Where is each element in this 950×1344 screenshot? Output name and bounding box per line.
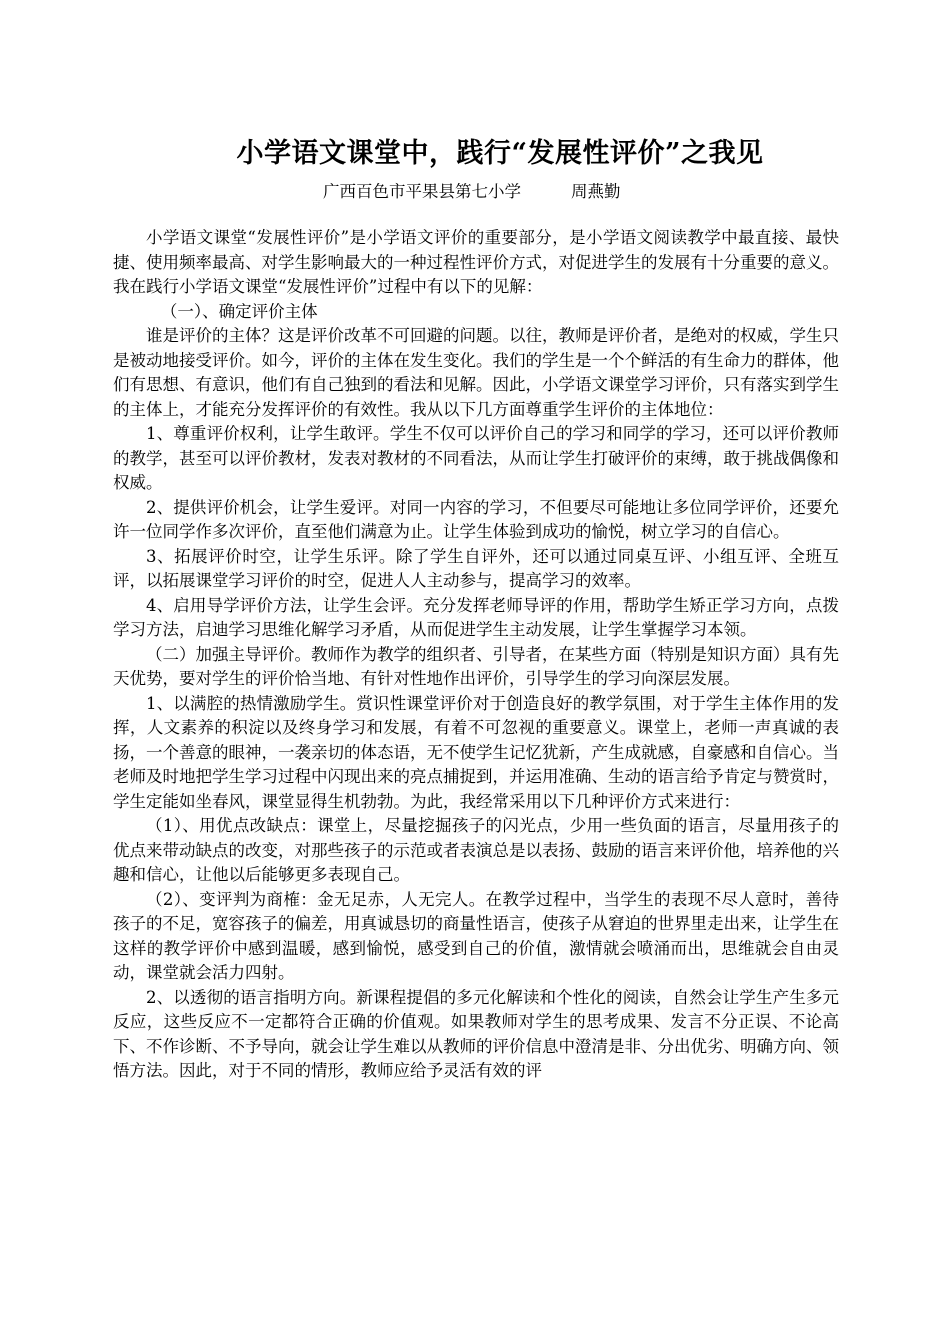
school-name: 广西百色市平果县第七小学 [323,182,521,201]
document-body [113,226,839,1084]
paragraph: 谁是评价的主体？这是评价改革不可回避的问题。以往，教师是评价者，是绝对的权威，学生只是被动地接受评价。如今，评价的主体在发生变化。我们的学生是一个个鲜活的有生命力的群体，他们有思想、有意识，他们有自己独到的看法和见解。因此，小学语文课堂学习评价，只有落实到学生的主体上，才能充分发挥评价的有效性。我从以下几方面尊重学生评价的主体地位： [113,326,839,419]
list-item: 1、以满腔的热情激励学生。赏识性课堂评价对于创造良好的教学氛围，对于学生主体作用的发挥，人文素养的积淀以及终身学习和发展，有着不可忽视的重要意义。课堂上，老师一声真诚的表扬，一个善意的眼神，一袭亲切的体态语，无不使学生记忆犹新，产生成就感，自豪感和自信心。当老师及时地把学生学习过程中闪现出来的亮点捕捉到，并运用准确、生动的语言给予肯定与赞赏时，学生定能如坐春风，课堂显得生机勃勃。为此，我经常采用以下几种评价方式来进行： [113,693,839,811]
document-title: 小学语文课堂中，践行“发展性评价”之我见 [236,138,764,169]
paragraph-intro: 小学语文课堂“发展性评价”是小学语文评价的重要部分，是小学语文阅读教学中最直接、最快捷、使用频率最高、对学生影响最大的一种过程性评价方式，对促进学生的发展有十分重要的意义。我在践行小学语文课堂“发展性评价”过程中有以下的见解： [113,228,839,296]
byline [323,178,621,202]
list-item: 1、尊重评价权利，让学生敢评。学生不仅可以评价自己的学习和同学的学习，还可以评价教师的教学，甚至可以评价教材，发表对教材的不同看法，从而让学生打破评价的束缚，敢于挑战偶像和权威。 [113,424,839,492]
list-item: 4、启用导学评价方法，让学生会评。充分发挥老师导评的作用，帮助学生矫正学习方向，点拨学习方法，启迪学习思维化解学习矛盾，从而促进学生主动发展，让学生掌握学习本领。 [113,595,839,639]
section-paragraph-2: （二）加强主导评价。教师作为教学的组织者、引导者，在某些方面（特别是知识方面）具有先天优势，要对学生的评价恰当地、有针对性地作出评价，引导学生的学习向深层发展。 [113,644,839,688]
list-item: 2、以透彻的语言指明方向。新课程提倡的多元化解读和个性化的阅读，自然会让学生产生多元反应，这些反应不一定都符合正确的价值观。如果教师对学生的思考成果、发言不分正误、不论高下、不作诊断、不予导向，就会让学生难以从教师的评价信息中澄清是非、分出优劣、明确方向、领悟方法。因此，对于不同的情形，教师应给予灵活有效的评 [113,987,839,1080]
section-heading-1: （一）、确定评价主体 [160,301,318,321]
list-item: 2、提供评价机会，让学生爱评。对同一内容的学习，不但要尽可能地让多位同学评价，还要允许一位同学作多次评价，直至他们满意为止。让学生体验到成功的愉悦，树立学习的自信心。 [113,497,839,541]
sub-list-item: （1）、用优点改缺点：课堂上，尽量挖掘孩子的闪光点，少用一些负面的语言，尽量用孩子的优点来带动缺点的改变，对那些孩子的示范或者表演总是以表扬、鼓励的语言来评价他，培养他的兴趣和信心，让他以后能够更多表现自己。 [113,816,839,884]
list-item: 3、拓展评价时空，让学生乐评。除了学生自评外，还可以通过同桌互评、小组互评、全班互评，以拓展课堂学习评价的时空，促进人人主动参与，提高学习的效率。 [113,546,839,590]
author-name: 周燕勤 [571,182,621,201]
sub-list-item: （2）、变评判为商榷：金无足赤，人无完人。在教学过程中，当学生的表现不尽人意时，善待孩子的不足，宽容孩子的偏差，用真诚恳切的商量性语言，使孩子从窘迫的世界里走出来，让学生在这样的教学评价中感到温暖，感到愉悦，感受到自己的价值，激情就会喷涌而出，思维就会自由灵动，课堂就会活力四射。 [113,889,839,982]
